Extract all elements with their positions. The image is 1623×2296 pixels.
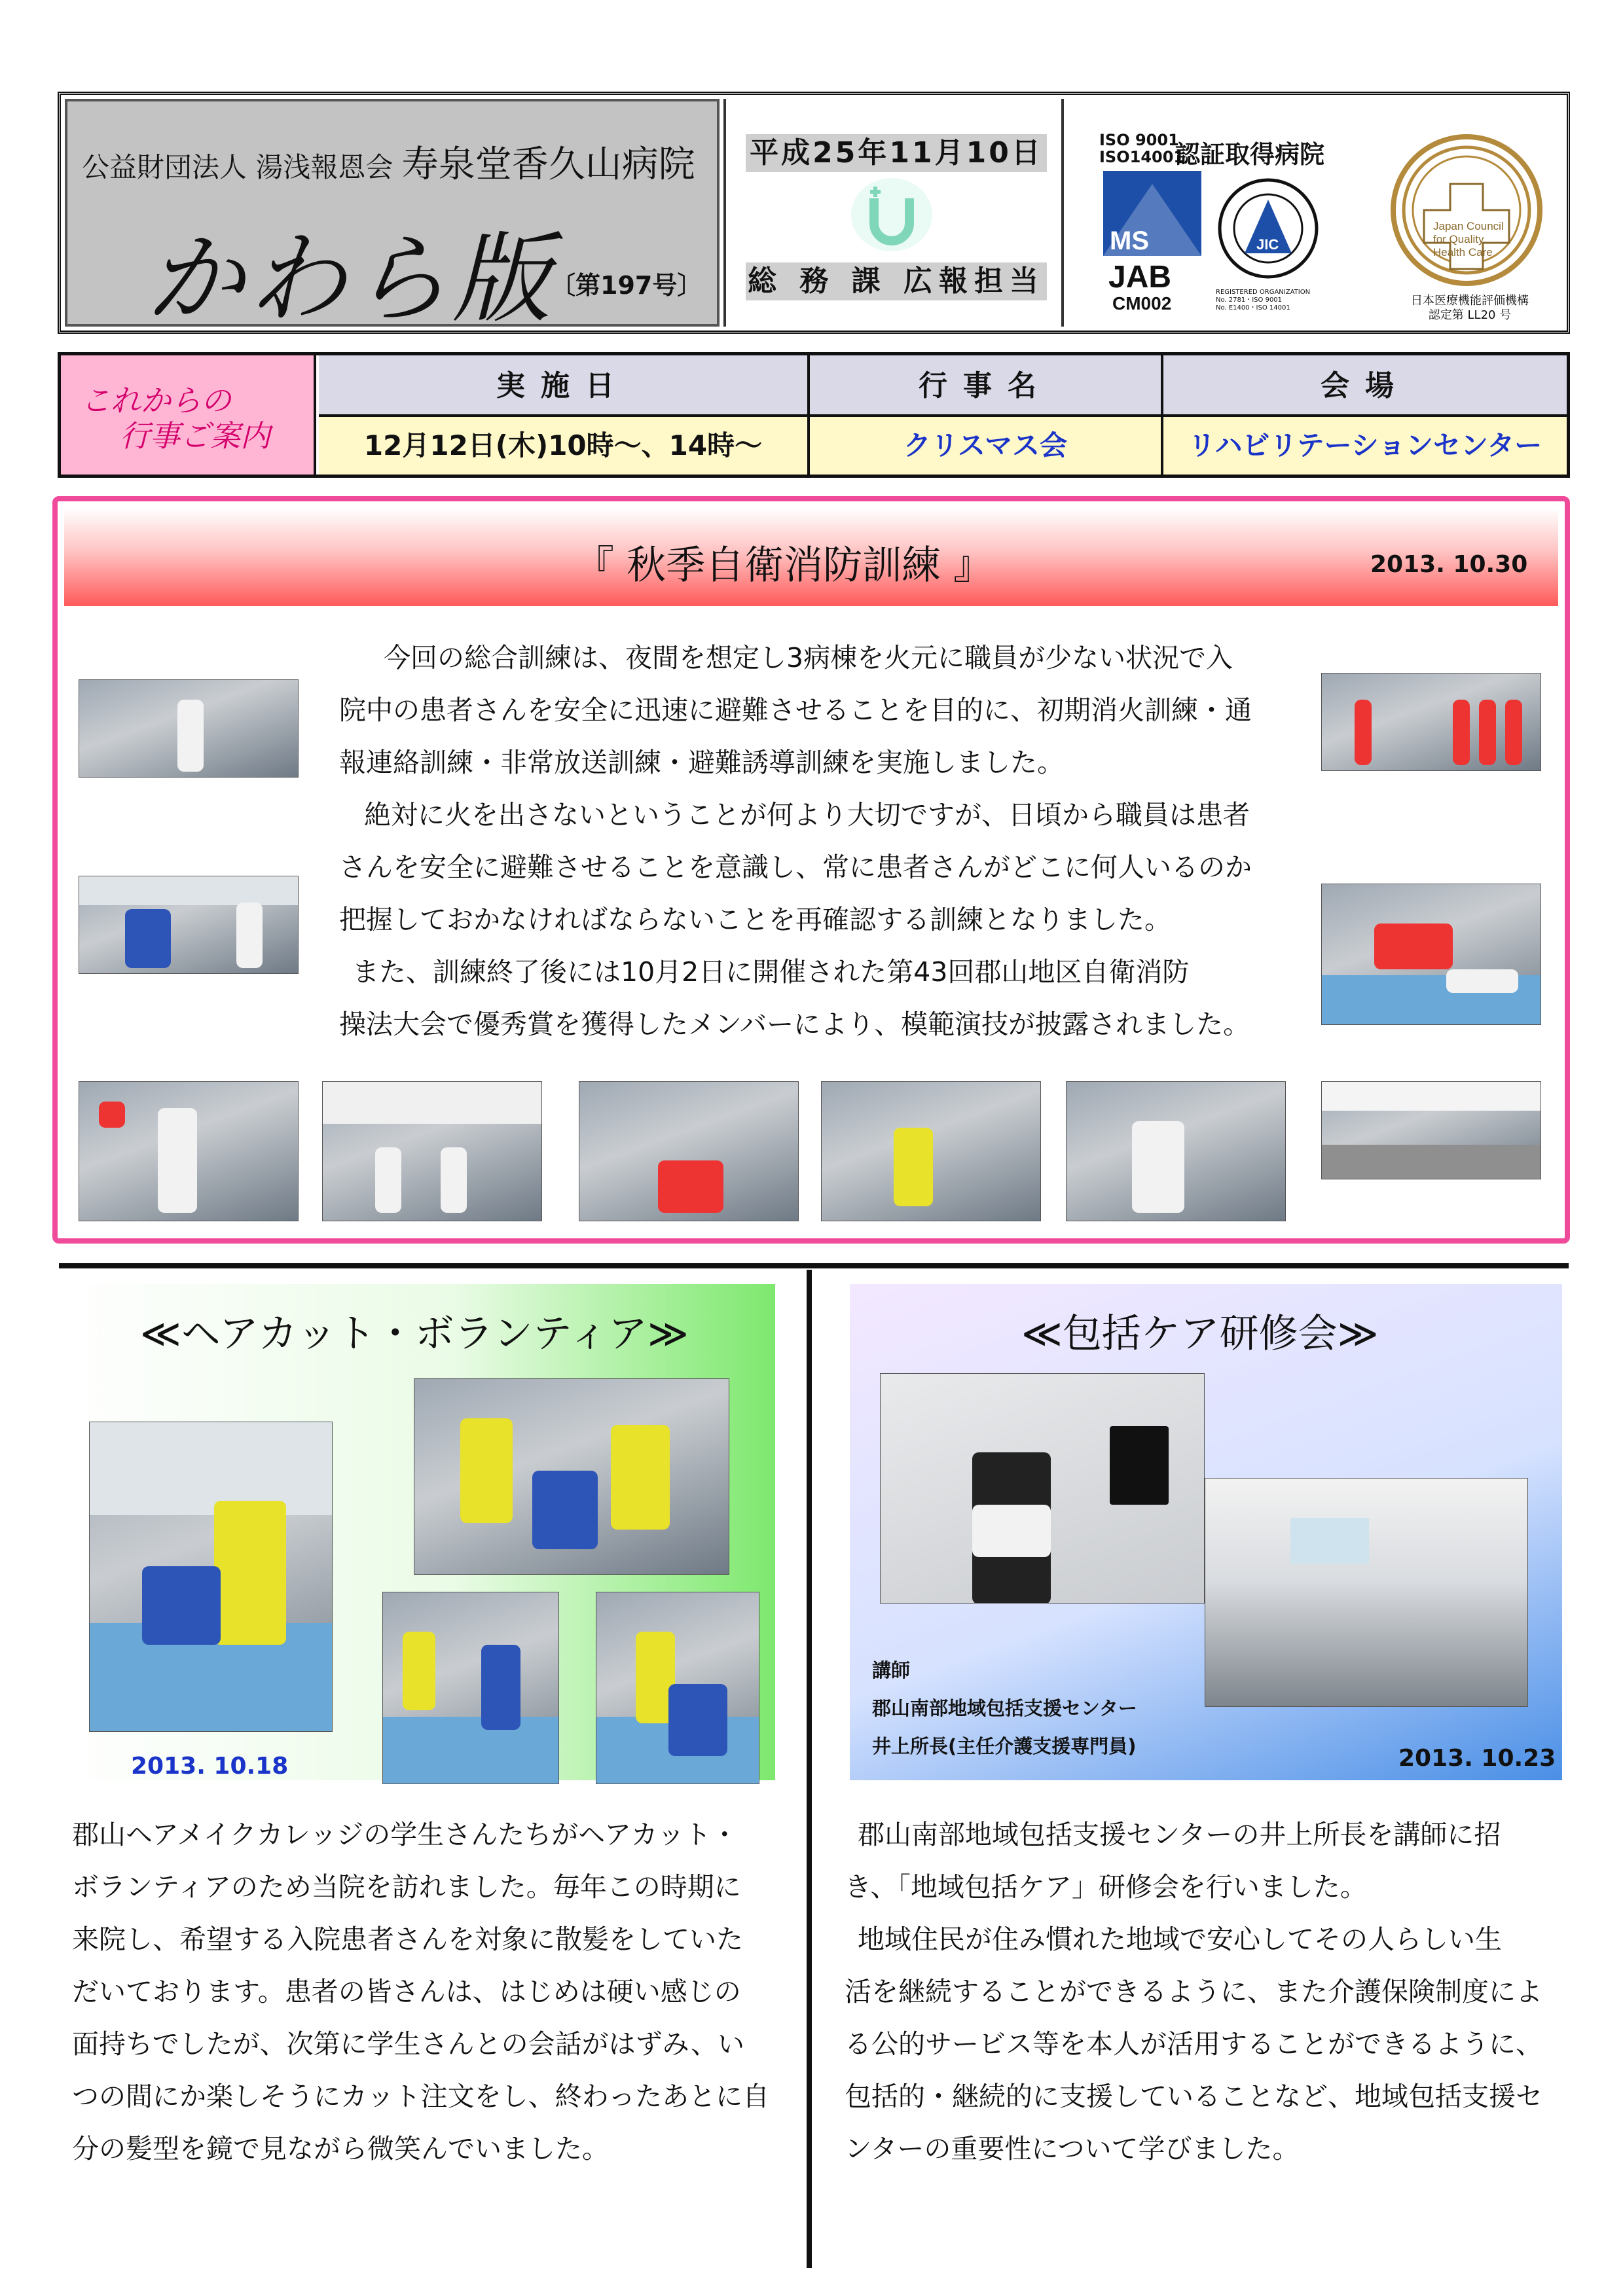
fire-drill-header <box>64 508 1558 606</box>
care-training-date: 2013. 10.23 <box>1398 1745 1556 1772</box>
care-training-text-line: き、「地域包括ケア」研修会を行いました。 <box>845 1871 1367 1903</box>
photo-stretcher-corridor <box>579 1081 799 1221</box>
haircut-text-line: 面持ちでしたが、次第に学生さんとの会話がはずみ、い <box>72 2028 745 2060</box>
column-header-venue: 会場 <box>1163 355 1567 417</box>
photo-staff-extinguisher <box>79 1081 299 1221</box>
column-header-date: 実施日 <box>319 355 810 417</box>
issue-date: 平成25年11月10日 <box>746 134 1047 172</box>
fire-drill-date: 2013. 10.30 <box>1370 551 1528 578</box>
iso-standards: ISO 9001 ISO14001 <box>1099 131 1185 166</box>
upcoming-events-label-line1: これからの <box>81 383 231 418</box>
haircut-date: 2013. 10.18 <box>131 1753 289 1780</box>
haircut-volunteer-panel <box>62 1284 775 1780</box>
event-venue-cell: リハビリテーションセンター <box>1163 417 1567 475</box>
upcoming-events-table <box>58 352 1570 478</box>
haircut-text-line: 分の髪型を鏡で見ながら微笑んでいました。 <box>72 2133 609 2164</box>
section-divider <box>59 1263 1569 1268</box>
care-training-text-line: 活を継続することができるように、また介護保険制度によ <box>845 1976 1542 2007</box>
photo-emergency-broadcast <box>1066 1081 1286 1221</box>
haircut-text-line: 来院し、希望する入院患者さんを対象に散髪をしていた <box>72 1924 743 1955</box>
department-label: 総 務 課 広報担当 <box>746 262 1047 300</box>
photo-haircut-group <box>414 1378 729 1575</box>
haircut-text-line: だいております。患者の皆さんは、はじめは硬い感じの <box>72 1976 741 2007</box>
column-header-event: 行事名 <box>810 355 1163 417</box>
fire-drill-text-line: また、訓練終了後には10月2日に開催された第43回郡山地区自衛消防 <box>352 956 1190 988</box>
masthead-title-panel <box>65 99 720 336</box>
lecturer-organization: 郡山南部地域包括支援センター <box>872 1697 1137 1719</box>
masthead-date-panel <box>723 99 1064 327</box>
fire-drill-text-line: 把握しておかなければならないことを再確認する訓練となりました。 <box>339 904 1171 935</box>
care-training-text-line: 地域住民が住み慣れた地域で安心してその人らしい生 <box>858 1924 1502 1955</box>
care-training-text-line: 郡山南部地域包括支援センターの井上所長を講師に招 <box>858 1819 1501 1850</box>
photo-wheelchair-evacuation <box>322 1081 542 1221</box>
haircut-text-line: ボランティアのため当院を訪れました。毎年この時期に <box>72 1871 741 1903</box>
svg-text:CM002: CM002 <box>1112 293 1172 314</box>
fire-drill-text-line: 院中の患者さんを安全に迅速に避難させることを目的に、初期消火訓練・通 <box>339 694 1252 726</box>
fire-drill-text-line: 絶対に火を出さないということが何より大切ですが、日頃から職員は患者 <box>364 799 1250 831</box>
haircut-text-line: つの間にか楽しそうにカット注文をし、終わったあとに自 <box>72 2081 770 2112</box>
svg-text:JIC: JIC <box>1256 236 1279 253</box>
jc-accreditation-caption: 日本医療機能評価機構 認定第 LL20 号 <box>1411 294 1529 322</box>
photo-haircut-hall <box>382 1592 559 1784</box>
photo-haircut-student <box>89 1422 333 1732</box>
lecturer-name: 井上所長(主任介護支援専門員) <box>872 1735 1137 1757</box>
organization-line <box>82 135 695 188</box>
svg-text:MS: MS <box>1110 226 1149 255</box>
upcoming-events-label <box>61 355 316 475</box>
hospital-name: 寿泉堂香久山病院 <box>401 143 695 186</box>
photo-training-audience <box>1205 1478 1528 1707</box>
care-training-text-line: 包括的・継続的に支援していることなど、地域包括支援セ <box>845 2081 1542 2112</box>
event-date-cell: 12月12日(木)10時〜、14時〜 <box>319 417 810 475</box>
lecturer-caption-label: 講師 <box>872 1659 911 1681</box>
care-training-title: ≪包括ケア研修会≫ <box>1021 1311 1379 1357</box>
hospital-logo-icon <box>843 172 941 257</box>
column-divider <box>807 1270 812 2268</box>
photo-lecturer <box>880 1373 1205 1604</box>
japan-council-quality-health-care-logo-icon <box>1385 132 1548 295</box>
fire-drill-title: 『 秋季自衛消防訓練 』 <box>575 543 993 588</box>
svg-text:Health Care: Health Care <box>1433 246 1493 259</box>
event-name-cell: クリスマス会 <box>810 417 1163 475</box>
ms-jab-logo-icon <box>1103 171 1208 315</box>
masthead-certification-panel <box>1064 99 1567 327</box>
organization-name: 公益財団法人 湯浅報恩会 <box>82 151 393 183</box>
svg-text:JAB: JAB <box>1108 260 1172 295</box>
newsletter-title: かわら版 <box>146 223 555 336</box>
svg-text:Japan Council: Japan Council <box>1433 220 1504 232</box>
upcoming-events-label-line2: 行事ご案内 <box>120 418 270 454</box>
haircut-text-line: 郡山ヘアメイクカレッジの学生さんたちがヘアカット・ <box>72 1819 739 1850</box>
photo-group-assembly <box>1321 1081 1541 1179</box>
care-training-panel <box>850 1284 1562 1780</box>
photo-patient-room <box>821 1081 1041 1221</box>
photo-cpr-demonstration <box>1321 884 1541 1025</box>
svg-text:for Quality: for Quality <box>1433 233 1484 245</box>
fire-drill-section <box>52 496 1570 1244</box>
issue-number: 〔第197号〕 <box>551 271 702 300</box>
photo-reception-desk <box>79 876 299 974</box>
photo-haircut-wheelchair <box>596 1592 759 1784</box>
qa-registration-caption: REGISTERED ORGANIZATION No. 2781・ISO 9001 No. E1400・ISO 14001 <box>1216 289 1311 312</box>
care-training-text-line: る公的サービス等を本人が活用することができるように、 <box>845 2028 1542 2060</box>
care-training-text-line: ンターの重要性について学びました。 <box>845 2133 1300 2164</box>
fire-drill-text-line: さんを安全に避難させることを意識し、常に患者さんがどこに何人いるのか <box>339 852 1252 883</box>
fire-drill-text-line: 操法大会で優秀賞を獲得したメンバーにより、模範演技が披露されました。 <box>339 1009 1250 1040</box>
photo-firefighters-lineup <box>1321 673 1541 771</box>
photo-staff-outdoors <box>79 679 299 778</box>
fire-drill-text-line: 報連絡訓練・非常放送訓練・避難誘導訓練を実施しました。 <box>339 747 1064 778</box>
iso-certified-label: 認証取得病院 <box>1175 140 1325 169</box>
quality-assurance-jic-logo-icon <box>1216 176 1321 287</box>
haircut-volunteer-title: ≪ヘアカット・ボランティア≫ <box>140 1311 689 1357</box>
masthead <box>58 92 1570 334</box>
fire-drill-text-line: 今回の総合訓練は、夜間を想定し3病棟を火元に職員が少ない状況で入 <box>384 642 1233 673</box>
